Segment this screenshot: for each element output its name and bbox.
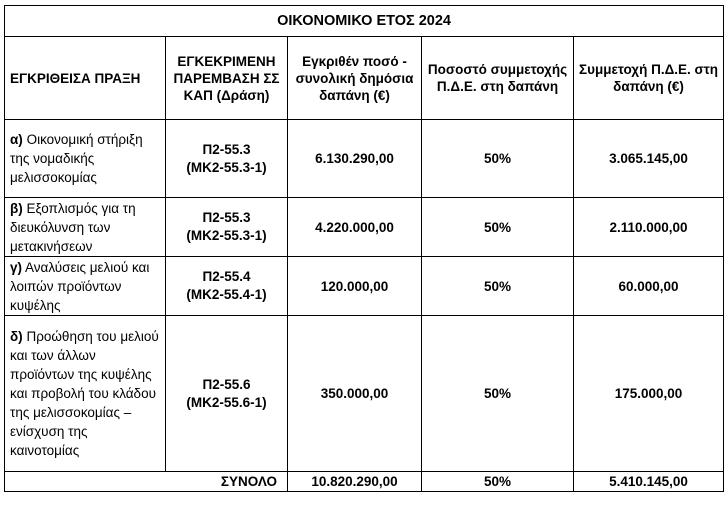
header-row xyxy=(5,37,724,120)
action-text: Οικονομική στήριξη της νομαδικής μελισσοκομίας xyxy=(10,132,143,185)
approved-amount: 4.220.000,00 xyxy=(288,198,422,257)
intervention-code: Π2-55.4 xyxy=(202,269,251,284)
intervention-code: Π2-55.3 xyxy=(202,141,251,157)
action-letter: δ) xyxy=(10,329,23,344)
action-text: Προώθηση του μελιού και των άλλων προϊόντων της κυψέλης και προβολή του κλάδου της μελισσοκομίας – ενίσχυση της καινοτομίας xyxy=(10,329,159,458)
budget-table xyxy=(4,5,724,492)
header-action: ΕΓΚΡΙΘΕΙΣΑ ΠΡΑΞΗ xyxy=(5,37,166,120)
header-intervention: ΕΓΚΕΚΡΙΜΕΝΗ ΠΑΡΕΜΒΑΣΗ ΣΣ ΚΑΠ (Δράση) xyxy=(166,37,288,120)
approved-amount: 6.130.290,00 xyxy=(288,120,422,198)
approved-amount: 350.000,00 xyxy=(288,316,422,472)
intervention-subcode: (ΜΚ2-55.3-1) xyxy=(186,228,267,243)
participation-rate: 50% xyxy=(422,120,574,198)
intervention-subcode: (ΜΚ2-55.6-1) xyxy=(186,394,267,410)
action-cell xyxy=(5,120,166,198)
intervention-code: Π2-55.3 xyxy=(202,210,251,225)
intervention-subcode: (ΜΚ2-55.4-1) xyxy=(186,287,267,302)
table-row xyxy=(5,316,724,472)
intervention-cell xyxy=(166,316,288,472)
intervention-cell xyxy=(166,198,288,257)
intervention-subcode: (ΜΚ2-55.3-1) xyxy=(186,159,267,175)
participation-rate: 50% xyxy=(422,198,574,257)
action-cell xyxy=(5,198,166,257)
participation-amount: 3.065.145,00 xyxy=(574,120,724,198)
action-text: Αναλύσεις μελιού και λοιπών προϊόντων κυψέλης xyxy=(10,259,150,313)
table-row xyxy=(5,257,724,316)
intervention-cell xyxy=(166,120,288,198)
header-participation-amount: Συμμετοχή Π.Δ.Ε. στη δαπάνη (€) xyxy=(574,37,724,120)
action-cell xyxy=(5,316,166,472)
intervention-code: Π2-55.6 xyxy=(202,376,251,392)
table-row xyxy=(5,198,724,257)
table-row xyxy=(5,120,724,198)
header-approved-amount: Εγκριθέν ποσό - συνολική δημόσια δαπάνη (€) xyxy=(288,37,422,120)
participation-amount: 2.110.000,00 xyxy=(574,198,724,257)
total-amount: 10.820.290,00 xyxy=(288,472,422,492)
header-participation-rate: Ποσοστό συμμετοχής Π.Δ.Ε. στη δαπάνη xyxy=(422,37,574,120)
participation-amount: 60.000,00 xyxy=(574,257,724,316)
approved-amount: 120.000,00 xyxy=(288,257,422,316)
intervention-cell xyxy=(166,257,288,316)
action-letter: α) xyxy=(10,132,23,147)
action-letter: γ) xyxy=(10,259,23,275)
action-cell xyxy=(5,257,166,316)
total-row xyxy=(5,472,724,492)
participation-amount: 175.000,00 xyxy=(574,316,724,472)
total-rate: 50% xyxy=(422,472,574,492)
total-label: ΣΥΝΟΛΟ xyxy=(5,472,288,492)
participation-rate: 50% xyxy=(422,316,574,472)
action-letter: β) xyxy=(10,200,23,216)
table-title: ΟΙΚΟΝΟΜΙΚΟ ΕΤΟΣ 2024 xyxy=(5,6,724,37)
participation-rate: 50% xyxy=(422,257,574,316)
total-share: 5.410.145,00 xyxy=(574,472,724,492)
action-text: Εξοπλισμός για τη διευκόλυνση των μετακινήσεων xyxy=(10,200,136,254)
